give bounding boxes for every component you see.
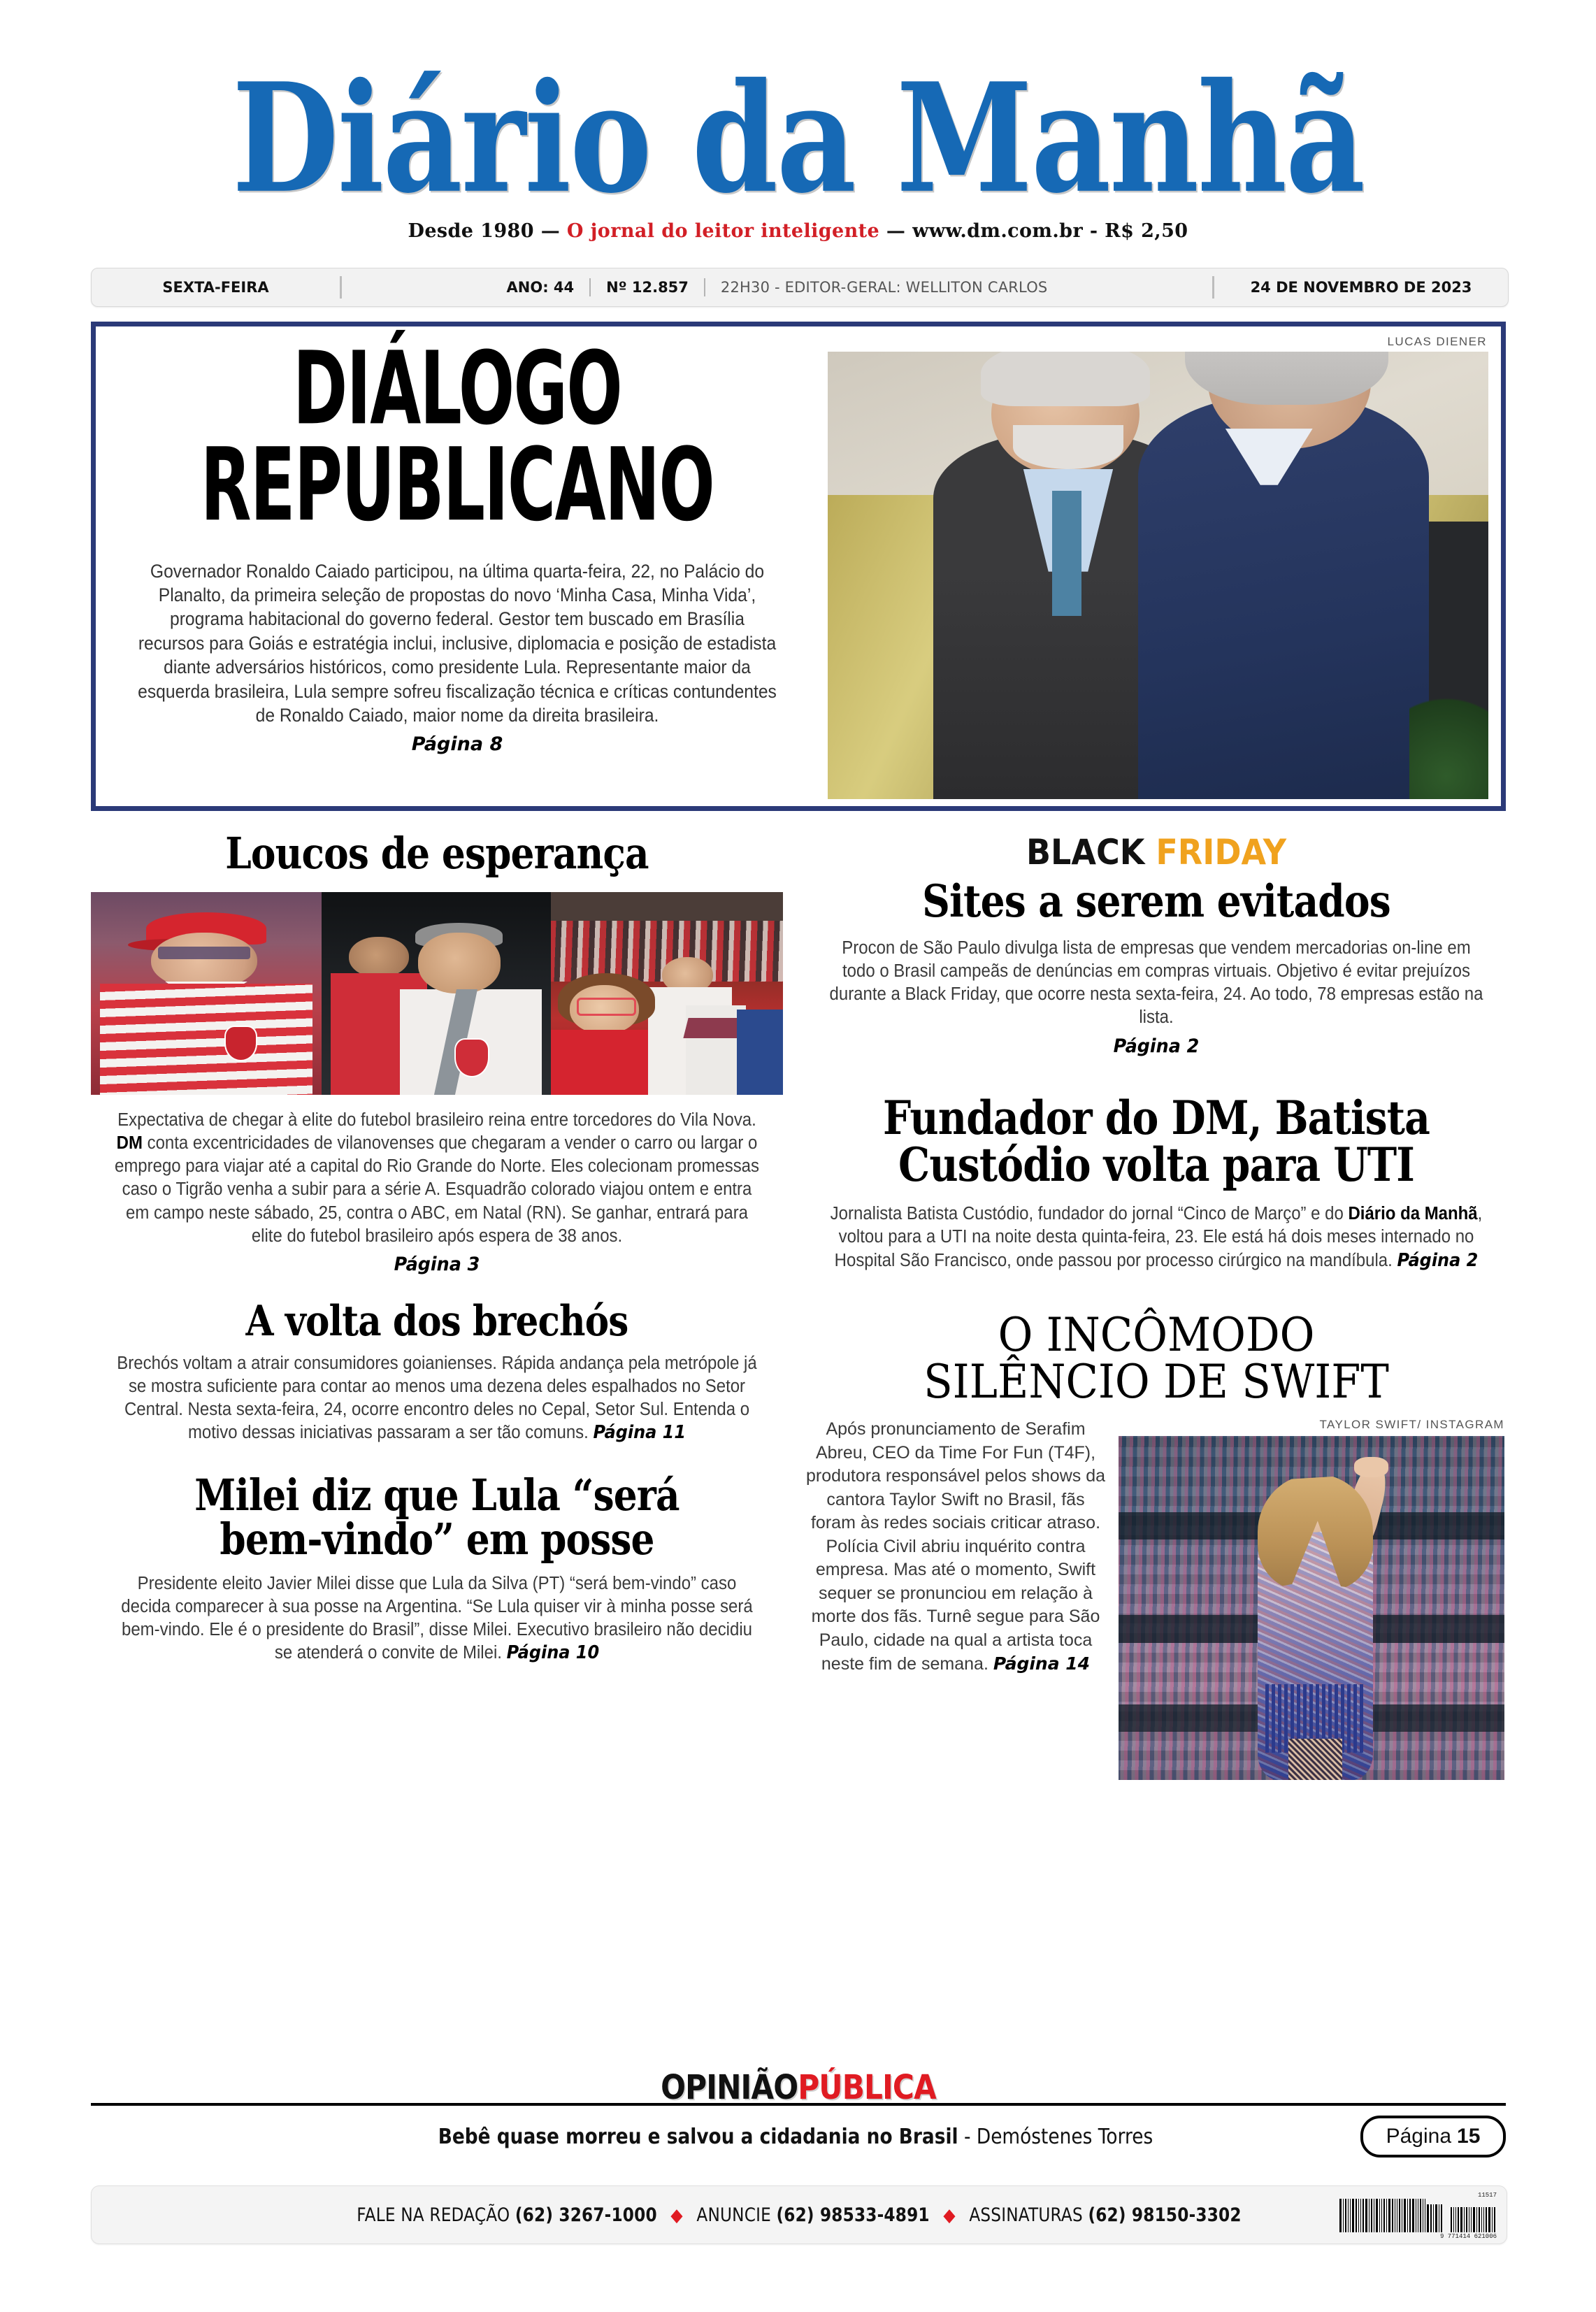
swift-headline-line2: SILÊNCIO DE SWIFT [923, 1355, 1389, 1409]
opiniao-subtitle-rest: - Demóstenes Torres [958, 2124, 1153, 2149]
brechos-body: Brechós voltam a atrair consumidores goianienses. Rápida andança pela metrópole já se mostra suficiente para contar ao menos uma dezena deles espalhados no Setor Central. Nesta sexta-feira, 24, ocorre encontro deles no Cepal, Setor Sul. Entenda o motivo dessas iniciativas passaram a ser tão comuns. [117, 1353, 757, 1443]
black-friday-kicker-orange: FRIDAY [1156, 832, 1287, 873]
lula-hair [981, 352, 1150, 406]
milei-body: Presidente eleito Javier Milei disse que Lula da Silva (PT) “será bem-vindo” caso decida comparecer à sua posse na Argentina. “Se Lula quiser vir à minha posse será bem-vindo. Ele é o presidente do Brasil”, disse Milei. Executivo brasileiro não decidiu se atenderá o convite de Milei. [121, 1574, 753, 1663]
fan1-glasses [158, 947, 250, 958]
lead-body-text: Governador Ronaldo Caiado participou, na última quarta-feira, 22, no Palácio do Planalto, da primeira seleção de propostas do novo ‘Minha Casa, Minha Vida’, programa habitacional do governo federal. Gestor tem buscado em Brasília recursos para Goiás e estratégia inclui, inclusive, diplomacia e posição de estadista diante adversários históricos, como presidente Lula. Representante maior da esquerda brasileira, Lula sempre sofreu fiscalização técnica e críticas contundentes de Ronaldo Caiado, maior nome da direita brasileira. [138, 560, 777, 726]
milei-headline[interactable] [139, 1469, 734, 1565]
vila-nova-body-bold: DM [116, 1133, 143, 1154]
opiniao-row [91, 2116, 1506, 2157]
milei-headline-line2: bem-vindo” em posse [220, 1513, 654, 1565]
black-friday-page-ref-wrap [826, 1034, 1486, 1058]
anuncie-label: ANUNCIE [696, 2204, 777, 2226]
opiniao-subtitle-bold: Bebê quase morreu e salvou a cidadania no Brasil [438, 2124, 958, 2149]
lead-photo[interactable] [828, 352, 1488, 799]
fan1-face [151, 933, 257, 989]
vila-nova-headline[interactable]: Loucos de esperança [225, 828, 649, 879]
opiniao-subtitle[interactable] [175, 2125, 1416, 2149]
assinaturas-label: ASSINATURAS [969, 2204, 1088, 2226]
barcode-bars [1339, 2199, 1497, 2232]
lula-tie [1052, 491, 1081, 615]
masthead [0, 50, 1596, 243]
fan2-passenger-face [349, 937, 408, 977]
plant-shape [1409, 683, 1488, 799]
swift-body: Após pronunciamento de Serafim Abreu, CEO da Time For Fun (T4F), produtora responsável pelos shows da cantora Taylor Swift no Brasil, fãs foram às redes sociais criticar atraso. Polícia Civil abriu inquérito contra empresa. Mas até o momento, Swift sequer se pronunciou em relação à morte dos fãs. Turnê segue para São Paulo, cidade na qual a artista toca neste fim de semana. [805, 1419, 1106, 1674]
assinaturas-phone[interactable]: (62) 98150-3302 [1088, 2204, 1242, 2226]
meta-separator-2 [704, 278, 705, 296]
lead-photo-credit: LUCAS DIENER [1387, 335, 1487, 348]
fundador-page-ref[interactable]: Página 2 [1397, 1249, 1479, 1271]
black-friday-page-ref[interactable]: Página 2 [1113, 1035, 1200, 1057]
diamond-icon-2: ◆ [943, 2204, 956, 2226]
fundador-headline-line1: Fundador do DM, Batista [882, 1090, 1430, 1145]
swift-content-row [805, 1418, 1507, 1780]
fundador-body-text [826, 1202, 1486, 1272]
issue-number: Nº 12.857 [606, 279, 689, 296]
opiniao-title-red: PÚBLICA [798, 2068, 936, 2107]
brechos-body-text [112, 1352, 763, 1445]
fundador-headline[interactable] [854, 1090, 1458, 1193]
opiniao-badge-number: 15 [1457, 2125, 1481, 2148]
opiniao-title [175, 2068, 1421, 2107]
black-friday-body-text: Procon de São Paulo divulga lista de empresas que vendem mercadorias on-line em todo o Brasil campeãs de denúncias em compras virtuais. Objetivo é evitar prejuízos durante a Black Friday, que ocorre nesta sexta-feira, 24. Ao todo, 78 empresas estão na lista. [829, 938, 1483, 1028]
vila-nova-body-part2: conta excentricidades de vilanovenses que chegaram a vender o carro ou largar o emprego para viajar até a capital do Rio Grande do Norte. Eles colecionam promessas caso o Tigrão venha a subir para a série A. Esquadrão colorado viajou ontem e entra em campo neste sábado, 25, contra o ABC, em Natal (RN). Se ganhar, entrará para elite do futebol brasileiro após espera de 38 anos. [115, 1133, 759, 1246]
right-column [805, 832, 1507, 1780]
fundador-body-part1: Jornalista Batista Custódio, fundador do jornal “Cinco de Março” e do [830, 1204, 1349, 1224]
caiado-collar [1225, 429, 1313, 485]
fan2-driver-face [418, 933, 501, 993]
swift-photo[interactable] [1119, 1436, 1504, 1780]
fundador-headline-line2: Custódio volta para UTI [898, 1137, 1414, 1193]
vila-nova-body-text [112, 1109, 763, 1248]
footer-contacts [191, 2204, 1408, 2226]
swift-page-ref[interactable]: Página 14 [993, 1653, 1091, 1674]
fundador-body-part2: , voltou para a UTI na noite desta quinta-feira, 23. Ele está há dois meses internado no Hospital São Francisco, onde passou por processo cirúrgico na mandíbula. [834, 1204, 1483, 1270]
swift-legs [1288, 1739, 1342, 1780]
fan3-stadium-roof [551, 892, 783, 921]
milei-page-ref[interactable]: Página 10 [506, 1642, 600, 1664]
barcode [1346, 2192, 1497, 2238]
lead-story-text-column [111, 329, 803, 755]
issue-date: 24 DE NOVEMBRO DE 2023 [1250, 279, 1472, 296]
milei-headline-line1: Milei diz que Lula “será [194, 1469, 680, 1521]
newspaper-title: Diário da Manhã [232, 50, 1364, 227]
tagline-prefix: Desde 1980 — [408, 220, 567, 243]
lead-page-ref[interactable]: Página 8 [411, 733, 503, 755]
lead-photo-background [828, 352, 1488, 799]
footer-contact-bar [91, 2185, 1507, 2244]
meta-separator [589, 278, 591, 296]
black-friday-kicker [833, 832, 1479, 873]
fan1-striped-shirt [100, 984, 312, 1096]
caiado-figure [1138, 396, 1429, 799]
fan1-club-crest [224, 1026, 257, 1061]
fan2-club-crest [454, 1038, 489, 1077]
lead-headline-line2: REPUBLICANO [200, 426, 714, 544]
black-friday-headline[interactable]: Sites a serem evitados [922, 875, 1390, 928]
tagline-suffix: — www.dm.com.br - R$ 2,50 [879, 220, 1188, 243]
issue-meta [342, 268, 1212, 306]
fan-photo-3 [551, 892, 783, 1095]
weekday-label: SEXTA-FEIRA [162, 279, 269, 296]
brechos-page-ref[interactable]: Página 11 [593, 1422, 686, 1444]
swift-fist [1354, 1457, 1389, 1478]
milei-body-text [112, 1572, 763, 1665]
fan3-woman-glasses [577, 998, 637, 1016]
opiniao-badge-label: Página [1386, 2125, 1452, 2148]
swift-photo-credit: TAYLOR SWIFT/ INSTAGRAM [1319, 1418, 1504, 1432]
black-friday-kicker-black: BLACK [1026, 832, 1156, 873]
vila-nova-body-part1: Expectativa de chegar à elite do futebol brasileiro reina entre torcedores do Vila Nova. [117, 1110, 756, 1130]
issue-time-editor: 22H30 - EDITOR-GERAL: WELLITON CARLOS [720, 279, 1048, 296]
vila-nova-page-ref[interactable]: Página 3 [394, 1253, 480, 1275]
lead-page-ref-wrap [111, 733, 803, 755]
fan-photo-2 [322, 892, 551, 1095]
swift-headline[interactable] [833, 1307, 1479, 1409]
left-column [91, 828, 783, 1665]
redacao-phone[interactable]: (62) 3267-1000 [515, 2204, 657, 2226]
anuncie-phone[interactable]: (62) 98533-4891 [776, 2204, 930, 2226]
lula-beard [1013, 425, 1124, 469]
diamond-icon: ◆ [670, 2204, 683, 2226]
swift-body-text [805, 1418, 1106, 1780]
tagline-slogan: O jornal do leitor inteligente [566, 220, 880, 243]
swift-headline-line1: O INCÔMODO [998, 1307, 1315, 1362]
vila-nova-page-ref-wrap [112, 1252, 763, 1277]
fan3-kid2-shirt [737, 1010, 783, 1095]
opiniao-title-black: OPINIÃO [661, 2068, 798, 2107]
vila-nova-photo-strip[interactable] [91, 892, 783, 1095]
opiniao-publica-section [91, 2068, 1506, 2157]
redacao-label: FALE NA REDAÇÃO [357, 2204, 515, 2226]
barcode-number: 9 771414 621006 [1439, 2233, 1497, 2240]
issue-info-bar [91, 268, 1509, 307]
lead-headline-line1: DIÁLOGO [292, 329, 622, 447]
fundador-body-bold: Diário da Manhã [1348, 1204, 1478, 1224]
swift-photo-background [1119, 1436, 1504, 1780]
barcode-addon-number: 11517 [1477, 2192, 1497, 2199]
lead-story-box[interactable] [91, 322, 1506, 811]
fan3-woman-shirt [551, 1030, 648, 1095]
swift-photo-column [1119, 1418, 1504, 1780]
issue-year: ANO: 44 [506, 279, 575, 296]
fan-photo-1 [91, 892, 322, 1095]
lead-headline [180, 329, 734, 544]
brechos-headline[interactable]: A volta dos brechós [245, 1296, 628, 1346]
